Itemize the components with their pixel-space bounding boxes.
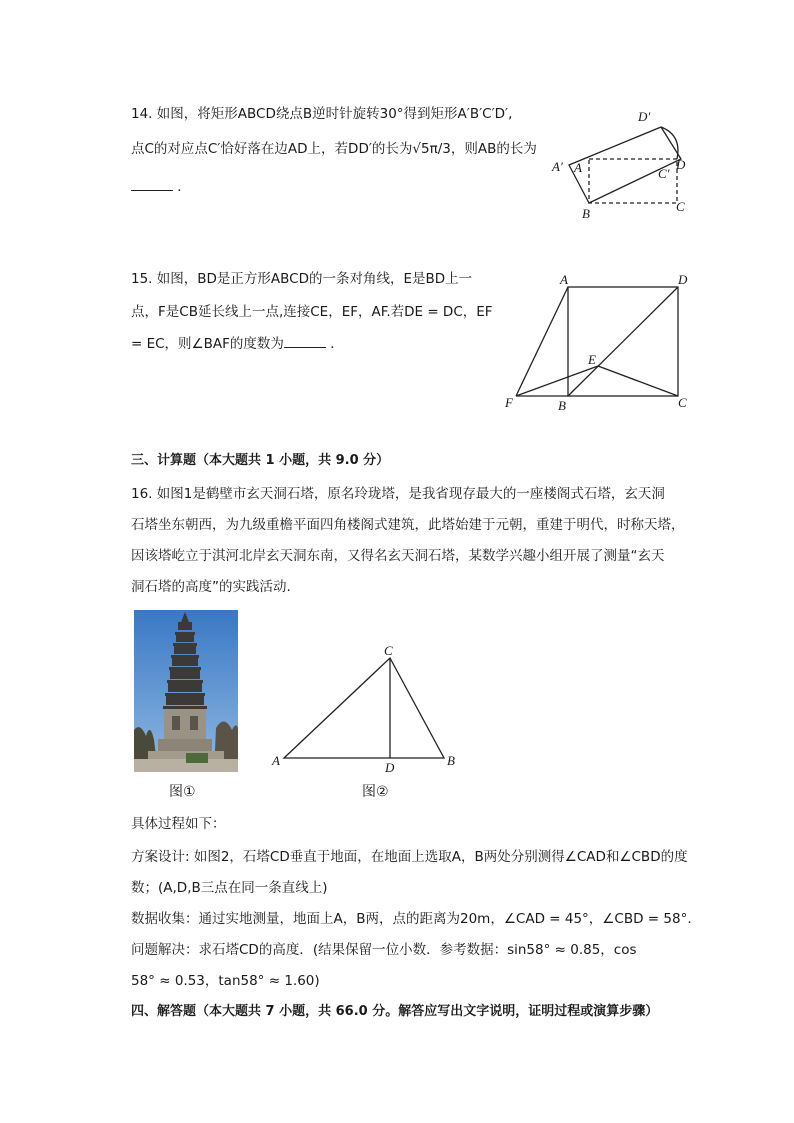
label-c: C: [678, 395, 687, 410]
q16-plan-line-2: 数；(A,D,B三点在同一条直线上): [131, 880, 328, 896]
q15-answer-blank[interactable]: [284, 333, 326, 348]
q14-line-1: 14. 如图，将矩形ABCD绕点B逆时针旋转30°得到矩形A′B′C′D′,: [131, 106, 513, 122]
triangle-abc: [284, 658, 444, 758]
q14-rotated-rectangle-figure: [548, 102, 698, 222]
q16-triangle-figure: [266, 640, 466, 776]
label-e: E: [588, 352, 596, 367]
q14-answer-blank[interactable]: [131, 176, 173, 191]
label-c: C: [384, 643, 393, 658]
figure-2-caption: 图②: [362, 784, 389, 800]
label-a-prime: A′: [552, 159, 563, 174]
section-4-heading: 四、解答题（本大题共 7 小题，共 66.0 分。解答应写出文字说明，证明过程或演算步骤）: [131, 1004, 659, 1019]
label-d: D: [385, 760, 395, 775]
q14-line-2: 点C的对应点C′恰好落在边AD上，若DD′的长为√5π/3，则AB的长为: [131, 141, 537, 157]
q14-answer-line: [131, 176, 191, 197]
q16-line-3: 因该塔屹立于淇河北岸玄天洞东南，又得名玄天洞石塔，某数学兴趣小组开展了测量“玄天: [131, 548, 665, 564]
q15-period: ．: [330, 336, 344, 352]
label-c-prime: C′: [658, 166, 670, 181]
label-b: B: [447, 753, 455, 768]
rectangle-a-prime-b-c-prime-d-prime: [569, 127, 681, 203]
q15-square-figure: [500, 268, 700, 418]
diagonal-bd: [568, 287, 678, 396]
q15-line-3-text: = EC，则∠BAF的度数为: [131, 336, 284, 352]
label-d-prime: D′: [638, 109, 651, 124]
q16-data-line: 数据收集：通过实地测量，地面上A，B两，点的距离为20m，∠CAD = 45°，∠CBD = 58°.: [131, 911, 692, 927]
label-a: A: [574, 160, 582, 175]
segment-ce: [598, 366, 678, 396]
label-d: D: [678, 272, 688, 287]
q16-plan-line-1: 方案设计: 如图2，石塔CD垂直于地面，在地面上选取A，B两处分别测得∠CAD和∠CBD的度: [131, 849, 688, 865]
label-f: F: [505, 395, 513, 410]
q15-line-1: 15. 如图，BD是正方形ABCD的一条对角线，E是BD上一: [131, 271, 473, 287]
q15-line-3: [131, 333, 344, 354]
q16-line-1: 16. 如图1是鹤壁市玄天洞石塔，原名玲珑塔，是我省现存最大的一座楼阁式石塔，玄天洞: [131, 486, 665, 502]
q15-line-2: 点，F是CB延长线上一点,连接CE，EF，AF.若DE = DC，EF: [131, 304, 493, 320]
q16-line-2: 石塔坐东朝西，为九级重檐平面四角楼阁式建筑，此塔始建于元朝，重建于明代，时称天塔，: [131, 517, 685, 533]
q16-line-4: 洞石塔的高度”的实践活动.: [131, 579, 291, 595]
label-d: D: [676, 157, 686, 172]
label-a: A: [560, 272, 568, 287]
label-c: C: [676, 199, 685, 214]
label-b: B: [582, 206, 590, 221]
q16-solve-line-1: 问题解决：求石塔CD的高度．(结果保留一位小数．参考数据：sin58° ≈ 0.85，cos: [131, 942, 637, 958]
section-3-heading: 三、计算题（本大题共 1 小题，共 9.0 分）: [131, 453, 390, 468]
label-b: B: [558, 398, 566, 413]
q16-solve-line-2: 58° ≈ 0.53，tan58° ≈ 1.60): [131, 973, 320, 989]
q16-process-title: 具体过程如下：: [131, 816, 226, 832]
label-a: A: [272, 753, 280, 768]
q14-period: ．: [177, 179, 191, 195]
pagoda-photo: [134, 610, 238, 772]
figure-1-caption: 图①: [169, 784, 196, 800]
